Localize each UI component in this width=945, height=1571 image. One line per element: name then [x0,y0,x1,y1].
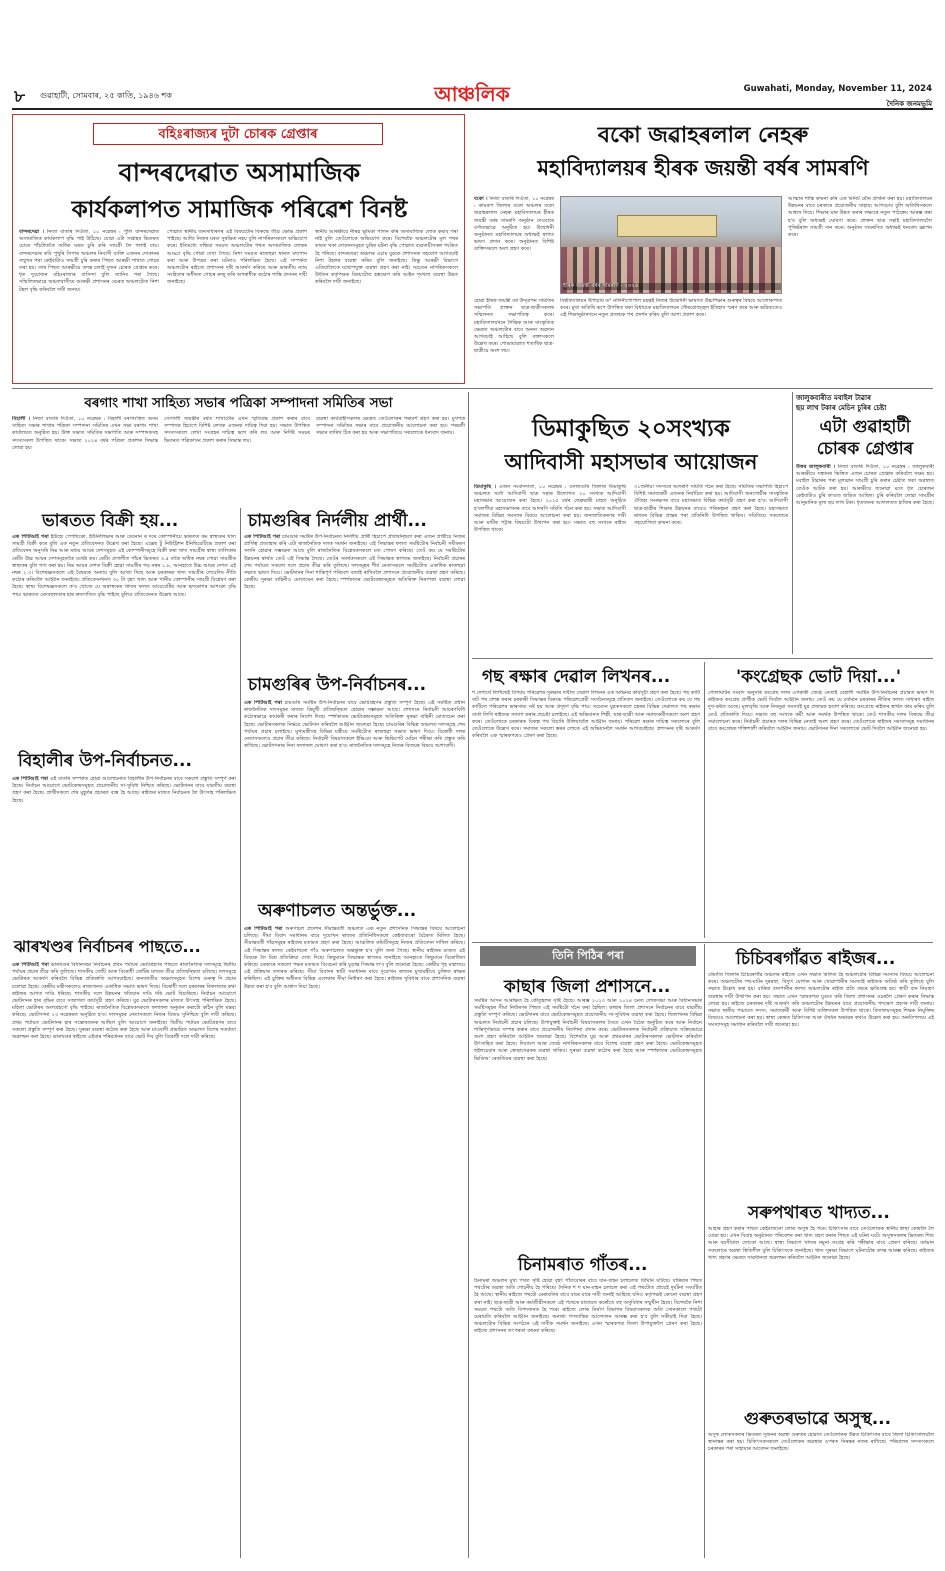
story1-col3: স্থানীয় আৰক্ষীয়ে নীৰৱ ভূমিকা পালন কৰি অসামাজিক লোক কমাব পৰা নাই বুলি তেওঁলোকে অভিযোগ কৰে। বিশেষকৈ অঞ্চলটোৰ মূল পথৰ কাষত থকা দোকানসমূহত চুৰিৰ ঘটনা বৃদ্ধি পোৱাত ব্যৱসায়ীসকল শংকিত হৈ পৰিছে। বান্দৰদেৱা অঞ্চলৰ এচাম যুৱকে প্ৰশাসনক সহযোগ আগবঢ়াই নিশা টহলৰ ব্যৱস্থা কৰিব বুলি জনাইছে। কিন্তু আৰক্ষী বিভাগে এতিয়ালৈকে যথোপযুক্ত ব্যৱস্থা গ্ৰহণ কৰা নাই। সচেতন নাগৰিকসকলে উৰ্ধতন কৰ্তৃপক্ষক বিষয়টোত হস্তক্ষেপ কৰি আইন শৃংখলা ব্যৱস্থা উন্নত কৰিবলৈ দাবী জনাইছে। [315,229,458,286]
story7-kicker: জালুকবাৰীত মবাইল টাৱাৰ [796,394,871,402]
story2-col4: আত্মাৰ শান্তি কামনা কৰি এক মিনিট মৌন প্ৰাৰ্থনা কৰা হয়। মহাবিদ্যালয়ৰ উন্নয়নৰ বাবে চৰকাৰে প্ৰয়োজনীয় সাহায্য আগবঢ়াব বুলি অতিথিসকলে আশ্বাস দিয়ে। শিক্ষাৰ মান উন্নত কৰাৰ লক্ষ্যৰে নতুন পাঠ্যক্ৰম আৰম্ভ কৰা হ'ব বুলি অধ্যক্ষই ঘোষণা কৰে। প্ৰাক্তন ছাত্ৰ সন্থাই মহাবিদ্যালয়লৈ পুথিভঁৰাল সামগ্ৰী দান কৰে। অনুষ্ঠান সামৰণিত অধ্যক্ষই ধন্যবাদ জ্ঞাপন কৰে। [788,196,932,239]
story18-headline: গুৰুতৰভাৱে অসুস্থ... [744,1409,892,1429]
col-rule-left [240,508,241,1558]
story17-headline: সৰুপথাৰত খাদ্যত... [748,1203,890,1223]
story-bandardewa [12,114,465,384]
story8-headline: গছ ৰক্ষাৰ দেৱাল লিখনৰ... [482,667,671,687]
story2-headline-2: মহাবিদ্যালয়ৰ হীৰক জয়ন্তী বৰ্ষৰ সামৰণি [537,156,869,180]
story-bihali-bypoll [12,748,236,928]
story-food-sales [12,506,236,740]
story14-body: সমষ্টিৰ আসন আৰক্ষিত হৈ কৌতূহলৰ সৃষ্টি হৈছে। আৰম্ভ ২০২৩ আৰু ২০২৪ চনত লোকসভা আৰু বিধানসভাৰ সমষ্টিসমূহৰ সীমা নিৰ্ধাৰণৰ পিছত এই সমষ্টিটো গঠন কৰা হৈছিল। কাছাৰ জিলা প্ৰশাসনে নিৰ্বাচনৰ বাবে যাৱতীয় প্ৰস্তুতি সম্পূৰ্ণ কৰিছে। ভোটদানৰ বাবে ভোটকেন্দ্ৰসমূহত প্ৰয়োজনীয় সা-সুবিধাৰ ব্যৱস্থা কৰা হৈছে। জিলাখনৰ বিভিন্ন অঞ্চলত নিৰ্বাচনী প্ৰচাৰ চলিছে। উপায়ুক্তই নিৰ্বাচনী বিষয়াসকলৰ সৈতে এখন বৈঠক অনুষ্ঠিত কৰে আৰু নিৰ্বাচন শান্তিপূৰ্ণভাৱে সম্পন্ন কৰাৰ বাবে প্ৰয়োজনীয় নিৰ্দেশনা প্ৰদান কৰে। ভোটাৰসকলক নিৰ্বাচনী প্ৰক্ৰিয়াত সক্ৰিয়ভাৱে অংশ গ্ৰহণ কৰিবলৈ আহ্বান জনোৱা হৈছে। বিশেষকৈ যুৱ আৰু প্ৰথমবাৰৰ ভোটাৰসকলক ভোটদান কৰিবলৈ উৎসাহিত কৰা হৈছে। দিব্যাংগ আৰু জ্যেষ্ঠ নাগৰিকসকলৰ বাবে বিশেষ ব্যৱস্থা গ্ৰহণ কৰা হৈছে। ভোটকেন্দ্ৰসমূহত হুইলচেয়াৰ আৰু স্বেচ্ছাসেৱকৰ ব্যৱস্থা থাকিব। সুৰক্ষা ব্যৱস্থা কঠোৰ কৰা হৈছে আৰু স্পৰ্শকাতৰ ভোটকেন্দ্ৰসমূহত ভিডিঅ' ৰেকৰ্ডিঙৰ ব্যৱস্থা কৰা হৈছে। [474,998,702,1062]
photo-banner [617,215,717,237]
story18-body: অসুস্থ লোকসকলৰ ভিতৰত দুজনৰ অৱস্থা গুৰুতৰ হোৱাত তেওঁলোকক উন্নত চিকিৎসাৰ বাবে জিলা চিকিৎসালয়লৈ স্থানান্তৰ কৰা হয়। চিকিৎসকসকলে তেওঁলোকৰ অৱস্থাৰ ওপৰত নিৰন্তৰ নজৰ ৰাখিছে। পৰিয়ালৰ সদস্যসকলে চৰকাৰৰ পৰা সাহায্যৰ আবেদন জনাইছে। [708,1432,934,1453]
story2-col2: হোৱা হীৰক জয়ন্তী বৰ্ষ উদ্‌যাপন সমিতিৰ সভাপতি প্ৰাক্তন ছাত্ৰ-ছাত্ৰীসকলৰ সন্মিলনত সভাপতিত্ব কৰে। মহাবিদ্যালয়খনে শৈক্ষিক আৰু সাংস্কৃতিক ক্ষেত্ৰত অঞ্চলটোৰ বাবে অনন্য অৱদান আগবঢ়াই আহিছে বুলি বক্তাসকলে উল্লেখ কৰে। শোভাযাত্ৰাত শতাধিক ছাত্ৰ-ছাত্ৰীয়ে অংশ লয়। [474,298,554,355]
row-rule-3 [472,942,933,943]
story11-body: এক পিটিআই পৰা চামগুৰি সমষ্টিৰ উপ-নিৰ্বাচনৰ বাবে ভোটগ্ৰহণৰ প্ৰস্তুতি সম্পূৰ্ণ হৈছে। এই সমষ্টিত প্ৰধান ৰাজনৈতিক দলসমূহৰ মাজত ত্ৰিমুখী প্ৰতিদ্বন্দ্বিতা হোৱাৰ সম্ভাৱনা আছে। প্ৰশাসনে নিৰ্বাচনী আচৰণবিধি কঠোৰভাৱে কাৰ্যকৰী কৰাৰ নিৰ্দেশ দিছে। স্পৰ্শকাতৰ ভোটকেন্দ্ৰসমূহত অতিৰিক্ত সুৰক্ষা বাহিনী মোতায়েন কৰা হৈছে। ভোটাৰসকলক নিৰ্ভয়ে ভোটদান কৰিবলৈ আহ্বান জনোৱা হৈছে। চামগুৰিৰ বিভিন্ন অঞ্চলত দলসমূহে শেষ পৰ্যায়ৰ প্ৰচাৰ চলাইছে। মুখ্যমন্ত্ৰীসহ বিভিন্ন মন্ত্ৰীয়ে সমষ্টিটোত ৰাজহুৱা সভাত ভাষণ দিয়ে। বিৰোধী দলৰ নেতাসকলেও প্ৰচাৰ তীব্ৰ কৰিছে। নিৰ্বাচনী বিষয়াসকলে ইভিএম আৰু ভিভিপেট মেচিন পৰীক্ষা কৰি প্ৰস্তুত কৰি ৰাখিছে। ভোটগণনাৰ দিনা ফলাফল ঘোষণা কৰা হ'ব। ৰাজনৈতিক দলসমূহে নিজৰ বিজয়ৰ বিষয়ে আশাবাদী। [244,700,465,750]
story-chinamara-potholes [474,1252,702,1558]
masthead-rule [12,108,933,110]
col-rule-mid [468,392,469,1558]
story-jalukbari-thief [796,392,934,654]
story14-kicker: তিনি পিঠিৰ পৰা [480,946,696,966]
story7-headline: এটা গুৱাহাটী [819,417,911,437]
story1-kicker: বহিঃৰাজ্যৰ দুটা চোৰক গ্ৰেপ্তাৰ [93,123,383,145]
story6-headline-2: আদিবাসী মহাসভাৰ আয়োজন [504,450,758,474]
story7-kicker-2: ছয় লাখ টকাৰ মেচিন চুৰিৰ চেষ্টা [796,404,887,412]
story14-headline: কাছাৰ জিলা প্ৰশাসনে... [504,977,671,997]
story6-col1: ডিমাকুছি । এজন সংবাদদাতা, ১০ নৱেম্বৰ : ওদালগুৰি জিলাৰ ডিমাকুছি অঞ্চলত সদৌ আদিবাসী ছাত্ৰ সন্থাৰ উদ্যোগত ২০ সংখ্যক আদিবাসী মহাসভাৰ আয়োজন কৰা হৈছে। ২০২৫ বৰ্ষৰ ফেব্ৰুৱাৰী মাহত অনুষ্ঠিত হ'বলগীয়া মহাসভাখনৰ বাবে আদৰণি সমিতি গঠন কৰা হয়। সভাত আদিবাসী সমাজৰ বিভিন্ন সমস্যাৰ বিষয়ে আলোচনা কৰা হয়। জনজাতিকৰণৰ দাবী আৰু মাটিৰ পট্টাৰ বিষয়টো উত্থাপন কৰা হয়। সভাত বহু সংখ্যক ৰাইজ উপস্থিত থাকে। [474,484,626,534]
col-rule-right-2 [704,662,705,938]
story2-headline-1: বকো জৱাহৰলাল নেহৰু [597,123,809,148]
story12-body: এক পিটিআই পৰা ঝাৰখণ্ডৰ বিধানসভা নিৰ্বাচনৰ প্ৰথম পৰ্যায়ৰ ভোটগ্ৰহণৰ পাছতে ৰাজনৈতিক দলসমূহে দ্বিতীয় পৰ্যায়ৰ প্ৰচাৰ তীব্ৰ কৰি তুলিছে। শাসকীয় জোঁট আৰু বিৰোধী জোঁটৰ মাজত তীব্ৰ প্ৰতিদ্বন্দ্বিতা চলিছে। দলসমূহে ভোটাৰক আকৰ্ষণ কৰিবলৈ বিভিন্ন প্ৰতিশ্ৰুতি আগবঢ়াইছে। জনজাতীয় অঞ্চলসমূহত বিশেষ গুৰুত্ব দি প্ৰচাৰ চলোৱা হৈছে। কেন্দ্ৰীয় মন্ত্ৰীসকলেও ৰাজ্যখনত একাধিক সভাত ভাষণ দিছে। বিৰোধী দলে চৰকাৰৰ বিফলতাৰ কথা ৰাইজৰ আগত দাঙি ধৰিছে। শাসকীয় দলে উন্নয়নৰ খতিয়ান দাঙি ধৰি ভোট বিচাৰিছে। নিৰ্বাচন আয়োগে ভোটদানৰ হাৰ বৃদ্ধিৰ বাবে সজাগতা কাৰ্যসূচী গ্ৰহণ কৰিছে। যুৱ ভোটাৰসকলৰ মাজত উৎসাহ পৰিলক্ষিত হৈছে। মহিলা ভোটাৰৰ অংশগ্ৰহণো বৃদ্ধি পাইছে। ৰাজনৈতিক বিশ্লেষকসকলে ফলাফল অনুমান কৰাটো কঠিন বুলি মন্তব্য কৰিছে। ভোটগণনা ২৩ নৱেম্বৰত অনুষ্ঠিত হ'ব। দলসমূহৰ নেতাসকলে নিজৰ বিজয় সুনিশ্চিত বুলি দাবী কৰিছে। প্ৰথম পৰ্যায়ত ভোটদানৰ হাৰ সন্তোষজনক আছিল বুলি আয়োগে জনাইছে। দ্বিতীয় পৰ্যায়ৰ ভোটগ্ৰহণৰ বাবে সকলো প্ৰস্তুতি সম্পূৰ্ণ কৰা হৈছে। সুৰক্ষা ব্যৱস্থা কঠোৰ কৰা হৈছে আৰু মাওবাদী প্ৰভাৱিত অঞ্চলত বিশেষ সতৰ্কতা অৱলম্বন কৰা হৈছে। ঝাৰখণ্ডৰ ৰাইজে এইবাৰ পৰিৱৰ্তনৰ বাবে ভোট দিব বুলি বিৰোধী দলে দাবী কৰিছে। [12,962,236,1041]
masthead-date-right: Guwahati, Monday, November 11, 2024 [743,84,932,94]
story4-body: এক পিটিআই পৰা ইউহ্যে পেপছিকো, ইউনিলিভাৰ আৰু ডেনোন ৰ দৰে কোম্পানীয়ে ভাৰতত কম স্বাস্থ্যকৰ খাদ্য সামগ্ৰী বিক্ৰী কৰে বুলি এক নতুন প্ৰতিবেদনত উল্লেখ কৰা হৈছে। এক্সেছ টু নিউট্ৰিশন ইনিছিয়েটিভে প্ৰকাশ কৰা প্ৰতিবেদন অনুসৰি নিম্ন আৰু মধ্যম আয়ৰ দেশসমূহত এই কোম্পানীসমূহে বিক্ৰী কৰা খাদ্য সামগ্ৰীৰ স্বাস্থ্য তালিকাৰ ৰেটিং উচ্চ আয়ৰ দেশসমূহতকৈ যথেষ্ট কম। ৰেটিং প্ৰণালীত পাঁচৰ ভিতৰত ৩.৫ তকৈ অধিক নম্বৰ পোৱা সামগ্ৰীক স্বাস্থ্যকৰ বুলি গণ্য কৰা হয়। নিম্ন আয়ৰ দেশত বিক্ৰী হোৱা সামগ্ৰীৰ গড় নম্বৰ ১.৮, আনহাতে উচ্চ আয়ৰ দেশত এই নম্বৰ ২.৩। বিশেষজ্ঞসকলে এই বৈষম্যক অন্যায় বুলি আখ্যা দিছে আৰু চৰকাৰক খাদ্য সামগ্ৰীৰ লেবেলিং নীতি কঠোৰ কৰিবলৈ আহ্বান জনাইছে। প্ৰতিবেদনখনত ৩০ টা বৃহৎ খাদ্য আৰু পানীয় কোম্পানীৰ সামগ্ৰী বিশ্লেষণ কৰা হৈছে। স্বাস্থ্য বিশেষজ্ঞসকলে ক'ব খোজে যে অস্বাস্থ্যকৰ খাদ্যৰ ফলত ডায়েবেটিছ আৰু হৃদৰোগৰ আশংকা বৃদ্ধি পায়। ভাৰতত মেদবহুলতাৰ হাৰ দ্ৰুতগতিত বৃদ্ধি পাইছে বুলিও প্ৰতিবেদনত উল্লেখ আছে। [12,534,236,598]
story16-headline: চিনামৰাত গাঁতৰ... [518,1255,648,1275]
story-samaguri-independent [244,506,465,666]
story3-col3: ব্যৱস্থা কাৰ্যবাহীসকলৰ ক্ষেত্ৰত তেওঁলোকৰ পৰামৰ্শ গ্ৰহণ কৰা হয়। মুখপত্ৰ সম্পাদনা সমিতিৰ সভাৰ বাবে প্ৰয়োজনীয় আলোচনা কৰা হয়। পৰৱৰ্তী সভাৰ তাৰিখ ঠিক কৰা হয় আৰু সভাপতিয়ে সকলোকে ধন্যবাদ জনায়। [316,416,465,437]
story3-col1: বিহালী । নিজা বাতৰি দিওঁতা, ১০ নৱেম্বৰ : বিহালী বৰগাংস্থিত অসম সাহিত্য সভাৰ শাখাৰ পত্ৰিকা সম্পাদনা সমিতিৰ এখন সভা বৰগাং শাখা কাৰ্যালয়ত অনুষ্ঠিত হয়। উক্ত সভাত সমিতিৰ সভাপতি আৰু সম্পাদকসহ সদস্যসকল উপস্থিত থাকে। সভাত ২০২৪ বৰ্ষৰ পত্ৰিকা প্ৰকাশৰ সিদ্ধান্ত লোৱা হয়। [12,416,158,451]
story2-col1: বকো । নিজা বাতৰি দিওঁতা, ১০ নৱেম্বৰ : কামৰূপ জিলাৰ বকো অঞ্চলৰ বকো জৱাহৰলাল নেহৰু মহাবিদ্যালয়ৰ হীৰক জয়ন্তী বৰ্ষৰ সামৰণি অনুষ্ঠান দেওবাৰে বৰ্ণাঢ্যভাৱে অনুষ্ঠিত হয়। উদ্বোধনী অনুষ্ঠানত মহাবিদ্যালয়ৰ অধ্যক্ষই স্বাগত ভাষণ প্ৰদান কৰে। অনুষ্ঠানত বিশিষ্ট ব্যক্তিসকলে অংশ গ্ৰহণ কৰে। [474,196,554,253]
story3-col2: সোণালী জয়ন্তীৰ বৰ্ষত শাখাটোৰ এখন স্মৃতিগ্ৰন্থ প্ৰকাশ কৰাৰ বাবে সম্পাদক হিচাপে বিশিষ্ট লেখক এজনক দায়িত্ব দিয়া হয়। সভাত উপস্থিত সদস্যসকলে লেখা সংগ্ৰহৰ দায়িত্ব ভাগ কৰি লয় আৰু নিৰ্দিষ্ট সময়ৰ ভিতৰত পত্ৰিকাখন প্ৰকাশ কৰাৰ সিদ্ধান্ত লয়। [164,416,310,444]
story-samaguri-bypoll [244,672,465,890]
story1-col1: বান্দৰদেৱা । নিজা বাতৰি দিওঁতা, ১০ নৱেম্বৰ : পুলি বান্দৰদেৱাত অসামাজিক কাৰ্যকলাপ বৃদ্ধি পাই উঠিছে। যোৱা এটা সপ্তাহৰ ভিতৰত চোৰে পাঁচটাতকৈ অধিক ঘৰত চুৰি কৰি সামগ্ৰী লৈ পলাই যায়। বান্দৰদেৱাৰ কবি পুথুৰি সিপাৰ অঞ্চলৰ নিবাসী ব্যক্তি এজনৰ দোকানৰ সন্মুখৰ পৰা কেইবাটাও সামগ্ৰী চুৰি কৰাৰ পিছত আৰক্ষী শাখাত গোচৰ তৰা হয়। তাৰ পিছত আৰক্ষীয়ে তদন্ত চলাই দুজন চোৰক গ্ৰেপ্তাৰ কৰে। ধৃত দুয়োজন বহিঃৰাজ্যৰ বাসিন্দা বুলি জানিব পৰা গৈছে। সন্মিলিতভাৱে অঞ্চলবাসীয়ে আৰক্ষী প্ৰশাসনৰ ওচৰত অঞ্চলটোত নিশা টহল বৃদ্ধি কৰিবলৈ দাবী জনায়। [19,229,159,293]
row-rule-1 [12,388,933,389]
story8-body: শ দেশাৰ্থে লিখিছেই বিপৰ্যয় পৰিৱেশৰ সুৰক্ষাৰ দাবীত দেৱাল লিখনৰ এক অভিনৱ কাৰ্যসূচী গ্ৰহণ কৰা হৈছে। গছ কাটি বাট পথ প্ৰশস্ত কৰাৰ চৰকাৰী সিদ্ধান্তৰ বিৰুদ্ধে পৰিৱেশপ্ৰেমী সংগঠনসমূহে প্ৰতিবাদ জনাইছে। তেওঁলোকে কয় যে গছ কাটিলে পৰিৱেশৰ ভাৰসাম্য নষ্ট হয় আৰু প্ৰদূষণ বৃদ্ধি পায়। সচেতন যুৱকসকলে চহৰৰ বিভিন্ন দেৱালত গছ ৰক্ষাৰ বাৰ্তা লিখি ৰাইজক সজাগ কৰাৰ প্ৰচেষ্টা চলাইছে। এই অভিযানত শিল্পী, ছাত্ৰ-ছাত্ৰী আৰু সমাজকৰ্মীসকলে অংশ গ্ৰহণ কৰে। তেওঁলোকে চৰকাৰক বিকল্প পথ বিচাৰি উলিয়াবলৈ আহ্বান জনায়। পৰিৱেশ ৰক্ষাৰ দায়িত্ব সকলোৰে বুলি তেওঁলোকে উল্লেখ কৰে। সমাজৰ সকলো স্তৰৰ লোকে এই অভিযানলৈ সমৰ্থন আগবঢ়াইছে। প্ৰশাসনৰ দৃষ্টি আকৰ্ষণ কৰিবলৈ এক স্মাৰকপত্ৰও প্ৰেৰণ কৰা হৈছে। [472,690,700,740]
story-arunachal-inclusion [244,898,465,1558]
college-event-photo [560,196,782,294]
story13-headline: অৰুণাচলত অন্তৰ্ভুক্ত... [258,901,417,921]
story1-headline-1: বান্দৰদেৱাত অসামাজিক [118,158,361,187]
story-tree-wall-writing [472,664,700,938]
col-rule-right-top [792,392,793,654]
masthead [0,0,945,108]
masthead-date-left: গুৱাহাটী, সোমবাৰ, ২৫ কাতি, ১৯৪৬ শক [40,91,172,100]
story9-body: গোলাঘাটৰ সংবাদ অনুসৰি কংগ্ৰেছ দলৰ এগৰাকী জ্যেষ্ঠ নেতাই বেহালী সমষ্টিৰ উপ-নিৰ্বাচনৰ প্ৰচাৰত ভাষণ দি ৰাইজক কংগ্ৰেছ প্ৰাৰ্থীক ভোট দিবলৈ আহ্বান জনায়। তেওঁ কয় যে বৰ্তমান চৰকাৰৰ নীতিৰ ফলত সাধাৰণ ৰাইজ দুখ-কষ্টত আছে। মূল্যবৃদ্ধি আৰু নিবনুৱা সমস্যাই যুৱ প্ৰজন্মক হতাশ কৰিছে। কংগ্ৰেছে ৰাইজৰ স্বাৰ্থত কাম কৰিব বুলি তেওঁ প্ৰতিশ্ৰুতি দিয়ে। সভাত বহু সংখ্যক কৰ্মী আৰু সমৰ্থক উপস্থিত থাকে। তেওঁ শাসকীয় দলৰ বিৰুদ্ধে তীব্ৰ সমালোচনা কৰে। নিৰ্বাচনী প্ৰচাৰত দলৰ বিভিন্ন নেতাই অংশ গ্ৰহণ কৰে। তেওঁলোকে ৰাইজৰ সমস্যাসমূহ সমাধানৰ বাবে কংগ্ৰেছক শক্তিশালী কৰিবলৈ আহ্বান জনায়। ভোটদানৰ দিনা সকলোকে ভোট দিবলৈ আহ্বান জনোৱা হয়। [708,690,934,733]
story4-headline: ভাৰতত বিক্ৰী হয়... [42,511,179,531]
story10-body: এক পিটিআই পৰা এই বাতৰি সম্পৰ্কত হোৱা আলোচনাত বিহালীৰ উপ-নিৰ্বাচনৰ বাবে সকলো প্ৰস্তুতি সম্পূৰ্ণ কৰা হৈছে। নিৰ্বাচন আয়োগে ভোটকেন্দ্ৰসমূহত প্ৰয়োজনীয় সা-সুবিধা নিশ্চিত কৰিছে। ভোটদানৰ বাবে যাৱতীয় ব্যৱস্থা গ্ৰহণ কৰা হৈছে। প্ৰাৰ্থীসকলে শেষ মুহূৰ্তৰ প্ৰচাৰত ব্যস্ত হৈ আছে। ৰাইজৰ মাজত নিৰ্বাচনক লৈ উৎসাহ পৰিলক্ষিত হৈছে। [12,776,236,804]
story13-body: এক পিটিআই পৰা অৰুণাচল প্ৰদেশৰ সীমান্তবৰ্তী অঞ্চলত এক নতুন প্ৰশাসনিক সিদ্ধান্তৰ বিষয়ে আলোচনা চলিছে। সীমা বিবাদ সমাধানৰ বাবে দুয়োখন ৰাজ্যৰ প্ৰতিনিধিসকলে কেইবাবাৰো বৈঠকত মিলিত হৈছে। সীমান্তবৰ্তী গাঁৱসমূহৰ ৰাইজৰ মতামত গ্ৰহণ কৰা হৈছে। আঞ্চলিক কমিটিসমূহে নিজৰ প্ৰতিবেদন দাখিল কৰিছে। এই সিদ্ধান্তৰ ফলত কেইবাখনো গাঁও অৰুণাচলত অন্তৰ্ভুক্ত হ'ব বুলি জনা গৈছে। স্থানীয় ৰাইজৰ মাজত এই বিষয়ক লৈ মিশ্ৰ প্ৰতিক্ৰিয়া দেখা দিছে। কিছুমানে সিদ্ধান্তক স্বাগতম জনাইছে আনহাতে কিছুমানে বিৰোধিতা কৰিছে। চৰকাৰে সকলো পক্ষৰ মতামত বিবেচনা কৰি চূড়ান্ত সিদ্ধান্ত ল'ব বুলি জনোৱা হৈছে। কেন্দ্ৰীয় গৃহ মন্ত্ৰালয়ে এই প্ৰক্ৰিয়াৰ তদাৰক কৰিছে। সীমা বিবাদৰ স্থায়ী সমাধানৰ বাবে দুয়োখন ৰাজ্যৰ মুখ্যমন্ত্ৰীয়ে চুক্তিত স্বাক্ষৰ কৰিছিল। এই চুক্তিৰ অধীনত বিভিন্ন এলেকাৰ সীমা নিৰ্ধাৰণ কৰা হৈছে। ৰাইজৰ সুবিধাৰ বাবে প্ৰশাসনিক ব্যৱস্থা উন্নত কৰা হ'ব বুলি আশ্বাস দিয়া হৈছে। [244,926,465,990]
photo-caption: হীৰক জয়ন্তী বৰ্ষৰ সামৰণি - ২০২৪ [563,283,781,290]
story6-headline-1: ডিমাকুছিত ২০সংখ্যক [532,416,730,442]
story11-headline: চামগুৰিৰ উপ-নিৰ্বাচনৰ... [248,675,427,695]
story-borgang-sahitya [12,392,465,500]
story16-body: চিনামৰা অঞ্চলৰ মুখ্য পথত সৃষ্টি হোৱা বৃহৎ গাঁতবোৰৰ বাবে যান-বাহন চলাচলত বিঘিনি ঘটিছে। বাৰিষাৰ পিছত পথটোৰ অৱস্থা অতি শোচনীয় হৈ পৰিছে। দৈনিক শ শ যান-বাহন চলাচল কৰা এই পথটোত প্ৰায়েই দুৰ্ঘটনা সংঘটিত হৈ আছে। স্থানীয় ৰাইজে পথটো মেৰামতিৰ বাবে বাৰে বাৰে দাবী জনাই আহিছে যদিও কৰ্তৃপক্ষই কোনো ব্যৱস্থা গ্ৰহণ কৰা নাই। ছাত্ৰ-ছাত্ৰী আৰু কৰ্মজীৱীসকলে এই পথেৰে যাতায়ত কৰোঁতে বহু অসুবিধাৰ সন্মুখীন হৈছে। বিশেষকৈ নিশা সময়ত পথটো অতি বিপদজনক হৈ পৰে। ৰাইজে লোক নিৰ্মাণ বিভাগৰ বিষয়াসকলক অতি সোনকালে পথটো মেৰামতি কৰিবলৈ আহ্বান জনাইছে। অন্যথা গণতান্ত্ৰিক আন্দোলন আৰম্ভ কৰা হ'ব বুলি সকীয়াই দিয়া হৈছে। অঞ্চলটোৰ বিভিন্ন সংগঠনে এই দাবীক সমৰ্থন জনাইছে। এখন স্মাৰকপত্ৰ জিলা উপায়ুক্তলৈ প্ৰেৰণ কৰা হৈছে। ৰাইজে প্ৰশাসনৰ তৎপৰতা কামনা কৰিছে। [474,1278,702,1335]
story5-headline: চামগুৰিৰ নিৰ্দলীয় প্ৰাৰ্থী... [248,511,427,531]
masthead-logo: আঞ্চলিক [434,82,510,106]
story3-headline: বৰগাং শাখা সাহিত্য সভাৰ পত্ৰিকা সম্পাদনা সমিতিৰ সভা [84,395,393,411]
story1-col2: পোৱাত স্থানীয় জনসাধাৰণৰ এই বিষয়টোৰ বিৰুদ্ধে তীব্ৰ ক্ষোভ প্ৰকাশ পাইছে। আজি নিজৰ ঘৰত সুৰক্ষিত নহয় বুলি নাগৰিকসকলে অভিযোগ কৰে। ইতিমধ্যে সন্ধিয়া সময়ত অঞ্চলটোৰ পথত অসামাজিক লোকৰ আড্ডা বৃদ্ধি পোৱা দেখা গৈছে। নিশা সময়ত ৰাজহুৱা স্থানত মদ্যপান কৰা আৰু উপদ্ৰৱ কৰা ঘটনাও পৰিলক্ষিত হৈছে। এই সম্পৰ্কত অঞ্চলটোৰ ৰাইজে প্ৰশাসনৰ দৃষ্টি আকৰ্ষণ কৰিছে আৰু ভাৰতীয় ন্যায় সংহিতাৰ অধীনত গোচৰ ৰুজু কৰি অপৰাধীক কঠোৰ শাস্তি প্ৰদানৰ দাবী জনাইছে। [167,229,307,286]
story-sarupathar-food [708,1200,934,1400]
story7-body: উত্তৰ জালুকবাৰী । নিজা বাতৰি দিওঁতা, ১০ নৱেম্বৰ : জালুকবাৰী আৰক্ষীয়ে সন্ধানৰ ভিত্তিত এজন চোৰক গ্ৰেপ্তাৰ কৰিবলৈ সক্ষম হয়। মবাইল টাৱাৰৰ পৰা মূল্যৱান সামগ্ৰী চুৰি কৰাৰ চেষ্টাত থকা অৱস্থাত তেওঁক আটক কৰা হয়। আৰক্ষীয়ে জনোৱা মতে ধৃত চোৰজন কেইবাটাও চুৰি কাণ্ডত জড়িত আছিল। চুৰি কৰিবলৈ লোৱা সামগ্ৰীৰ আনুমানিক মূল্য ছয় লাখ টকা। ধৃতজনক আদালতত হাজিৰ কৰা হৈছে। [796,464,934,507]
story-adivasi-mahasabha [472,392,790,654]
page-number: ৮ [14,87,26,107]
story12-headline: ঝাৰখণ্ডৰ নিৰ্বাচনৰ পাছতে... [14,937,201,956]
story-cachar-admin [474,946,702,1246]
col-rule-right-3 [704,944,705,1558]
story-seriously-ill [708,1406,934,1558]
sister-paper-label: দৈনিক জনমভূমি [886,100,932,108]
story2-col-bottom: বিশ্ববিদ্যালয়ৰ উপাচাৰ্য ড° নলিনীগোপাল মহন্তই নিজৰ উদ্বোধনী ভাষণত উচ্চশিক্ষাৰ গুৰুত্বৰ বিষয়ে আলোকপাত কৰে। মুখ্য অতিথি ৰূপে উপস্থিত থকা বিধায়কে মহাবিদ্যালয়ৰ গৌৰৱোজ্জ্বল ইতিহাস স্মৰণ কৰে আৰু ভৱিষ্যতেও এই শিক্ষানুষ্ঠানখনে নতুন প্ৰজন্মক পথ প্ৰদৰ্শন কৰিব বুলি আশা প্ৰকাশ কৰে। [560,298,782,319]
story5-body: এক পিটিআই পৰা চামগুৰি সমষ্টিৰ উপ-নিৰ্বাচনত নিৰ্দলীয় প্ৰাৰ্থী হিচাপে প্ৰতিদ্বন্দ্বিতা কৰা এজন প্ৰাৰ্থীয়ে নিজৰ প্ৰাৰ্থিত্ব প্ৰত্যাহাৰ কৰি এটা ৰাজনৈতিক দলক সমৰ্থন জনাইছে। এই সিদ্ধান্তৰ ফলত সমষ্টিটোৰ নিৰ্বাচনী সমীকৰণ সলনি হোৱাৰ সম্ভাৱনা আছে বুলি ৰাজনৈতিক বিশ্লেষকসকলে মত পোষণ কৰিছে। তেওঁ কয় যে সমষ্টিটোৰ উন্নয়নৰ স্বাৰ্থত তেওঁ এই সিদ্ধান্ত লৈছে। তেওঁৰ সমৰ্থকসকলে এই সিদ্ধান্তক স্বাগতম জনাইছে। নিৰ্বাচনী প্ৰচাৰৰ শেষ পৰ্যায়ত সকলো দলে প্ৰচাৰ তীব্ৰ কৰি তুলিছে। দলসমূহৰ শীৰ্ষ নেতাসকলে সমষ্টিটোত একাধিক ৰাজহুৱা সভাত ভাষণ দিয়ে। ভোটদানৰ দিনা শান্তিপূৰ্ণ পৰিবেশ বজাই ৰাখিবলৈ প্ৰশাসনে প্ৰয়োজনীয় ব্যৱস্থা গ্ৰহণ কৰিছে। কেন্দ্ৰীয় সুৰক্ষা বাহিনীও মোতায়েন কৰা হৈছে। স্পৰ্শকাতৰ ভোটকেন্দ্ৰসমূহত অতিৰিক্ত নিৰাপত্তা ব্যৱস্থা লোৱা হৈছে। [244,534,465,591]
story7-headline-2: চোৰক গ্ৰেপ্তাৰ [816,439,914,459]
story-nehru-college [472,114,934,380]
story-congress-vote [708,664,934,938]
story9-headline: 'কংগ্ৰেছক ভোট দিয়া...' [736,667,902,687]
story17-body: আহাৰ গ্ৰহণ কৰাৰ পাছত কেইবাজনো লোক অসুস্থ হৈ পৰে। চিকিৎসাৰ বাবে তেওঁলোকক স্থানীয় স্বাস্থ্য কেন্দ্ৰলৈ লৈ যোৱা হয়। এখন বিবাহ অনুষ্ঠানত পৰিবেশন কৰা খাদ্য গ্ৰহণ কৰাৰ পিছত এই ঘটনা ঘটে। অসুস্থসকলৰ ভিতৰত শিশু আৰু বয়সীয়াল লোকো আছে। স্বাস্থ্য বিভাগে খাদ্যৰ নমুনা সংগ্ৰহ কৰি পৰীক্ষাৰ বাবে প্ৰেৰণ কৰিছে। বৰ্তমান সকলোৰে অৱস্থা স্থিতিশীল বুলি চিকিৎসকে জনাইছে। খাদ্য সুৰক্ষা বিভাগে ঘটনাটোৰ তদন্ত আৰম্ভ কৰিছে। ৰাইজক খাদ্য গ্ৰহণৰ ক্ষেত্ৰত সাৱধানতা অৱলম্বন কৰিবলৈ আহ্বান জনোৱা হৈছে। [708,1226,934,1261]
story1-headline-2: কাৰ্যকলাপত সামাজিক পৰিৱেশ বিনষ্ট [71,197,408,223]
story-jharkhand-election [12,934,236,1558]
story15-headline: চিচিবৰগাঁৱত ৰাইজৰ... [736,949,896,969]
story15-body: ধেমাজি জিলাৰ চিচিবৰগাঁৱ অঞ্চলৰ ৰাইজে এখন সভাত মিলিত হৈ অঞ্চলটোৰ বিভিন্ন সমস্যাৰ বিষয়ে আলোচনা কৰে। অঞ্চলটোৰ পথ-ঘাটৰ দুৰৱস্থা, বিদ্যুৎ যোগান আৰু খোৱাপানীৰ সমস্যাই ৰাইজক অতিষ্ঠ কৰি তুলিছে বুলি সভাত উল্লেখ কৰা হয়। বাৰিষা বানপানীৰ ফলত অঞ্চলটোৰ ৰাইজ প্ৰতি বছৰে ক্ষতিগ্ৰস্ত হয়। স্থায়ী বান নিয়ন্ত্ৰণ ব্যৱস্থাৰ দাবী উত্থাপন কৰা হয়। সভাত এখন স্মাৰকপত্ৰ যুগুত কৰি জিলা প্ৰশাসনৰ ওচৰলৈ প্ৰেৰণ কৰাৰ সিদ্ধান্ত লোৱা হয়। ৰাইজে চৰকাৰৰ দৃষ্টি আকৰ্ষণ কৰি অঞ্চলটোৰ উন্নয়নৰ বাবে প্ৰয়োজনীয় পদক্ষেপ গ্ৰহণৰ দাবী জনায়। সভাত স্থানীয় পঞ্চায়ত সদস্য, সমাজকৰ্মী আৰু বিশিষ্ট ব্যক্তিসকল উপস্থিত থাকে। বিদ্যালয়সমূহৰ শিক্ষক নিযুক্তিৰ বিষয়েও আলোচনা কৰা হয়। স্বাস্থ্য কেন্দ্ৰত চিকিৎসক আৰু ঔষধৰ অভাৱৰ কথাও উল্লেখ কৰা হয়। অনতিপলমে এই সমস্যাসমূহ সমাধান কৰিবলৈ দাবী জনোৱা হয়। [708,972,934,1029]
row-rule-2 [472,658,933,659]
story10-headline: বিহালীৰ উপ-নিৰ্বাচনত... [18,751,192,771]
story-chichibargaon [708,946,934,1196]
story6-col2: ৩১জনীয়া সদস্যৰে আদৰণি সমিতি গঠন কৰা হৈছে। সমিতিৰ সভাপতি হিচাপে বিশিষ্ট সমাজকৰ্মী এজনক নিৰ্বাচিত কৰা হয়। আদিবাসী জনগোষ্ঠীৰ সাংস্কৃতিক ঐতিহ্য সংৰক্ষণৰ বাবে মহাসভাত বিভিন্ন কাৰ্যসূচী গ্ৰহণ কৰা হ'ব। আদিবাসী ছাত্ৰ-ছাত্ৰীৰ শিক্ষাৰ উন্নয়নৰ বাবেও পৰিকল্পনা গ্ৰহণ কৰা হৈছে। মহাসভাত ৰাজ্যৰ বিভিন্ন প্ৰান্তৰ পৰা প্ৰতিনিধি উপস্থিত থাকিব। সমিতিয়ে সকলোৰে সহযোগিতা কামনা কৰে। [634,484,788,527]
